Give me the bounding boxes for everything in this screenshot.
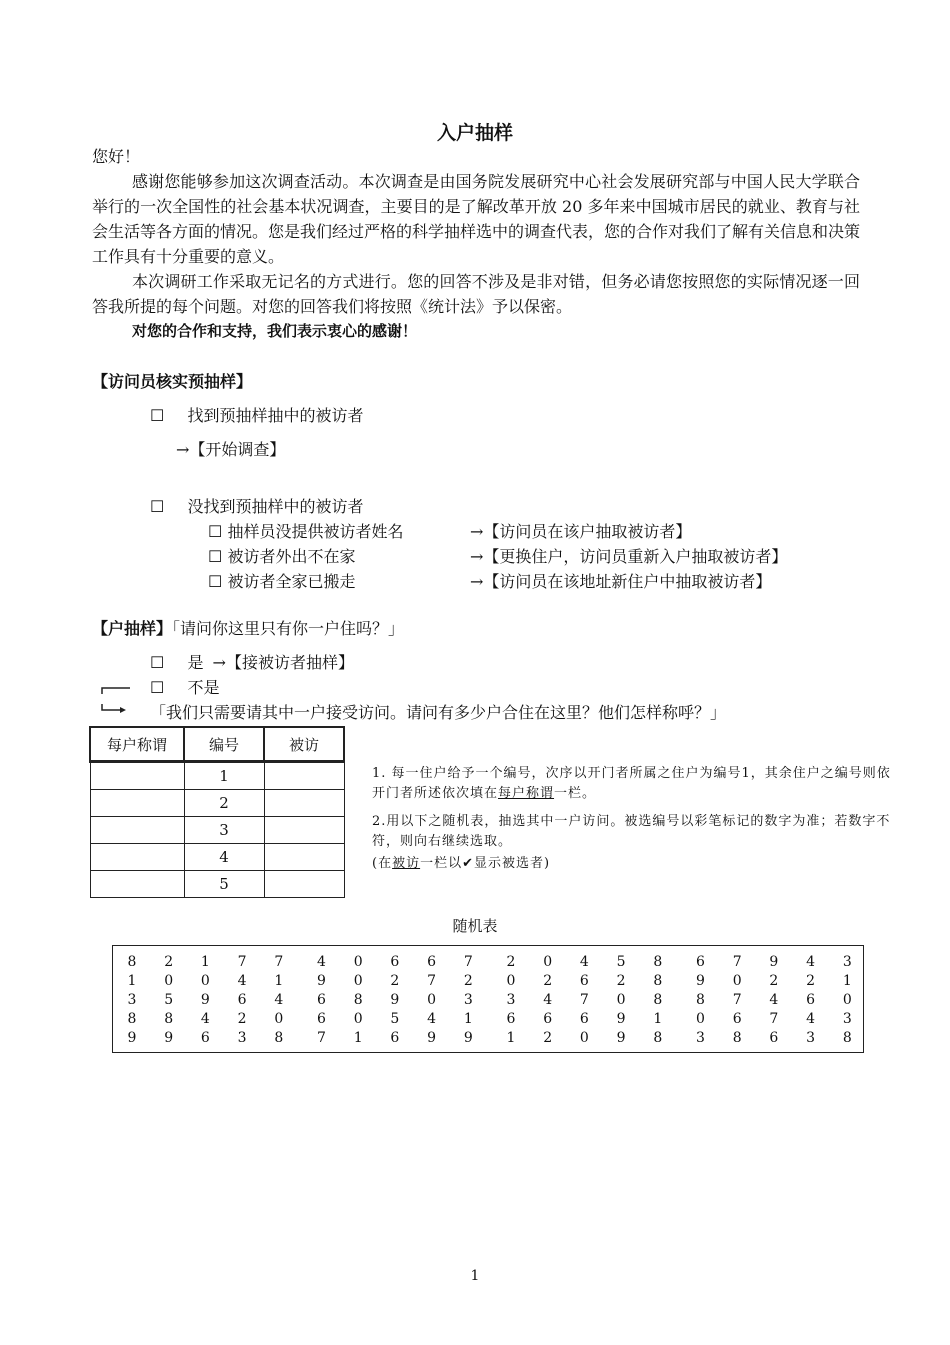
random-digit: 0 (579, 1030, 589, 1046)
selected-cell[interactable] (264, 762, 344, 790)
random-digit: 6 (237, 992, 247, 1008)
random-digit: 0 (427, 992, 437, 1008)
random-digit: 2 (390, 973, 400, 989)
page-title: 入户抽样 (436, 122, 513, 144)
random-digit: 3 (237, 1030, 247, 1046)
random-digit: 7 (317, 1030, 326, 1046)
table-header: 编号 (184, 727, 264, 762)
selected-cell[interactable] (264, 790, 344, 817)
random-digit: 9 (696, 973, 705, 989)
household-table (89, 726, 345, 898)
random-digit: 6 (543, 1011, 553, 1027)
random-digit: 6 (427, 954, 437, 970)
random-digit: 8 (653, 1030, 663, 1046)
household-question: 「请问你这里只有你一户住吗？」 (172, 619, 405, 638)
random-digit: 4 (543, 992, 553, 1008)
household-name-cell[interactable] (90, 871, 184, 898)
random-digit: 7 (463, 954, 473, 970)
random-digit: 4 (579, 954, 589, 970)
household-name-cell[interactable] (90, 762, 184, 790)
verify-heading: 【访问员核实预抽样】 (92, 372, 253, 391)
random-digit: 2 (543, 1030, 553, 1046)
random-digit: 2 (237, 1011, 247, 1027)
random-digit: 7 (237, 954, 247, 970)
random-digit: 6 (579, 1011, 589, 1027)
random-digit: 0 (616, 992, 626, 1008)
random-digit: 9 (164, 1030, 174, 1046)
random-digit: 2 (164, 954, 174, 970)
random-digit: 8 (164, 1011, 174, 1027)
random-digit: 8 (274, 1030, 284, 1046)
random-digit: 1 (274, 973, 284, 989)
random-digit: 0 (732, 973, 742, 989)
random-digit: 0 (696, 1011, 705, 1027)
random-digit: 9 (769, 954, 779, 970)
random-digit: 9 (200, 992, 210, 1008)
household-no-option[interactable] (150, 677, 219, 699)
random-digit: 7 (769, 1011, 779, 1027)
random-digit: 1 (353, 1030, 363, 1046)
sub-option-label: 抽样员没提供被访者姓名 (227, 522, 404, 541)
instruction-note-1 (372, 764, 900, 804)
random-digit: 4 (769, 992, 779, 1008)
household-heading-line (92, 618, 404, 640)
random-digit: 1 (842, 973, 852, 989)
random-digit: 1 (463, 1011, 473, 1027)
table-row (90, 844, 344, 871)
household-number-cell: 5 (184, 871, 264, 898)
household-yes-action: →【接被访者抽样】 (212, 653, 354, 672)
random-digit: 2 (769, 973, 779, 989)
random-digit: 3 (127, 992, 137, 1008)
selected-cell[interactable] (264, 844, 344, 871)
sub-option-1-action: →【访问员在该户抽取被访者】 (470, 522, 692, 541)
random-digit: 5 (164, 992, 174, 1008)
random-digit: 3 (842, 1011, 852, 1027)
selected-cell[interactable] (264, 871, 344, 898)
selected-cell[interactable] (264, 817, 344, 844)
random-digit: 0 (842, 992, 852, 1008)
random-digit: 8 (696, 992, 705, 1008)
checkbox-icon[interactable]: ☐ (208, 572, 223, 591)
random-digit: 7 (579, 992, 589, 1008)
random-digit: 1 (200, 954, 210, 970)
random-digit: 5 (390, 1011, 400, 1027)
random-digit: 0 (506, 973, 516, 989)
random-digit: 6 (506, 1011, 516, 1027)
table-header: 每户称谓 (90, 727, 184, 762)
random-digit: 8 (353, 992, 363, 1008)
random-digit: 2 (506, 954, 516, 970)
household-number-cell: 3 (184, 817, 264, 844)
verify-not-found-label: 没找到预抽样中的被访者 (187, 497, 364, 516)
random-digit: 4 (200, 1011, 210, 1027)
note-underlined: 每户称谓 (498, 786, 555, 801)
household-followup: 「我们只需要请其中一户接受访问。请问有多少户合住在这里？他们怎样称呼？」 (150, 703, 727, 722)
random-digit: 4 (274, 992, 284, 1008)
household-number-cell: 1 (184, 762, 264, 790)
random-digit: 4 (806, 1011, 816, 1027)
instruction-note-2: 2.用以下之随机表，抽选其中一户访问。被选编号以彩笔标记的数字为准；若数字不符，则向右继续选取。 (372, 814, 891, 849)
household-number-cell: 2 (184, 790, 264, 817)
random-digit: 2 (543, 973, 553, 989)
household-name-cell[interactable] (90, 844, 184, 871)
random-digit: 9 (616, 1011, 626, 1027)
random-digit: 8 (653, 973, 663, 989)
instruction-note-3 (372, 854, 900, 874)
page-number: 1 (470, 1268, 480, 1284)
random-digit: 8 (127, 954, 137, 970)
branch-arrow-icon (96, 684, 136, 718)
sub-option-2-action: →【更换住户，访问员重新入户抽取被访者】 (470, 547, 788, 566)
random-digit: 6 (200, 1030, 210, 1046)
random-digit: 0 (353, 954, 363, 970)
random-table-title: 随机表 (452, 917, 498, 935)
random-digit: 6 (769, 1030, 779, 1046)
random-digit: 3 (806, 1030, 816, 1046)
checkbox-icon[interactable]: ☐ (150, 497, 165, 516)
random-digit: 6 (390, 1030, 400, 1046)
random-digit: 7 (427, 973, 437, 989)
random-digit: 0 (353, 1011, 363, 1027)
checkbox-icon[interactable]: ☐ (208, 522, 223, 541)
random-digit: 4 (806, 954, 816, 970)
random-digit: 8 (653, 992, 663, 1008)
random-digit: 6 (317, 1011, 326, 1027)
note-text: (在 (372, 856, 393, 871)
random-digit: 5 (616, 954, 626, 970)
random-digit: 0 (164, 973, 174, 989)
sub-option-3-action: →【访问员在该地址新住户中抽取被访者】 (470, 572, 772, 591)
random-digit: 8 (842, 1030, 852, 1046)
random-digit: 6 (390, 954, 400, 970)
random-digit: 9 (463, 1030, 473, 1046)
random-digit: 8 (653, 954, 663, 970)
verify-found-action: →【开始调查】 (176, 440, 286, 459)
random-digit: 0 (274, 1011, 284, 1027)
random-digit: 6 (806, 992, 816, 1008)
random-digit: 1 (127, 973, 137, 989)
household-heading: 【户抽样】 (92, 619, 173, 638)
random-digit: 8 (732, 1030, 742, 1046)
sub-option-1[interactable] (208, 521, 403, 543)
household-no-label: 不是 (187, 678, 220, 697)
household-number-cell: 4 (184, 844, 264, 871)
household-yes-option[interactable] (150, 652, 354, 674)
random-digit: 6 (732, 1011, 742, 1027)
thanks-text: 对您的合作和支持，我们表示衷心的感谢！ (132, 322, 418, 340)
random-table (112, 945, 864, 1053)
household-name-cell[interactable] (90, 790, 184, 817)
random-digit: 0 (543, 954, 553, 970)
random-digit: 3 (842, 954, 852, 970)
random-digit: 6 (579, 973, 589, 989)
greeting: 您好！ (92, 147, 141, 166)
random-digit: 4 (427, 1011, 437, 1027)
random-digit: 1 (506, 1030, 516, 1046)
checkbox-icon[interactable]: ☐ (150, 678, 165, 697)
checkbox-icon[interactable]: ☐ (208, 547, 223, 566)
verify-found-label: 找到预抽样抽中的被访者 (187, 406, 364, 425)
checkbox-icon[interactable]: ☐ (150, 406, 165, 425)
random-digit: 7 (732, 954, 742, 970)
table-row (90, 871, 344, 898)
random-digit: 3 (696, 1030, 705, 1046)
intro-paragraph-2: 本次调研工作采取无记名的方式进行。您的回答不涉及是非对错，但务必请您按照您的实际情况逐一回答我所提的每个问题。对您的回答我们将按照《统计法》予以保密。 (92, 272, 860, 316)
random-digit: 3 (506, 992, 516, 1008)
table-row (90, 817, 344, 844)
random-digit: 6 (317, 992, 326, 1008)
random-digit: 4 (237, 973, 247, 989)
sub-option-2[interactable] (208, 546, 355, 568)
note-text: 一栏。 (554, 786, 597, 801)
random-digit: 9 (317, 973, 326, 989)
note-underlined: 被访 (392, 856, 421, 871)
household-name-cell[interactable] (90, 817, 184, 844)
note-text: 1. 每一住户给予一个编号，次序以开门者所属之住户为编号1，其余住户之编号则依开门者所述依次填在 (372, 766, 891, 801)
random-digit: 9 (616, 1030, 626, 1046)
verify-not-found-option[interactable] (150, 496, 363, 518)
random-digit: 9 (427, 1030, 437, 1046)
table-row (90, 762, 344, 790)
random-digit: 9 (127, 1030, 137, 1046)
random-digit: 9 (390, 992, 400, 1008)
random-digit: 0 (353, 973, 363, 989)
random-digit: 2 (616, 973, 626, 989)
checkbox-icon[interactable]: ☐ (150, 653, 165, 672)
random-digit: 3 (463, 992, 473, 1008)
table-header: 被访 (264, 727, 344, 762)
random-digit: 7 (732, 992, 742, 1008)
random-digit: 7 (274, 954, 284, 970)
table-row (90, 790, 344, 817)
random-digit: 6 (696, 954, 705, 970)
household-yes-label: 是 (187, 653, 204, 672)
random-digit: 4 (317, 954, 326, 970)
sub-option-label: 被访者外出不在家 (227, 547, 356, 566)
sub-option-label: 被访者全家已搬走 (227, 572, 356, 591)
random-digit: 1 (653, 1011, 663, 1027)
random-digit: 0 (200, 973, 210, 989)
random-digit: 2 (463, 973, 473, 989)
random-digit: 2 (806, 973, 816, 989)
verify-found-option[interactable] (150, 405, 363, 427)
random-digit: 8 (127, 1011, 137, 1027)
sub-option-3[interactable] (208, 571, 355, 593)
intro-paragraph-1: 感谢您能够参加这次调查活动。本次调查是由国务院发展研究中心社会发展研究部与中国人民大学联合举行的一次全国性的社会基本状况调查，主要目的是了解改革开放 20 多年来中国城市居民的就业、教育与社会生活等各方面的情况。您是我们经过严格的科学抽样选中的调查代表，您的合作对我们了解有关信息和决策工作具有十分重要的意义。 (92, 172, 861, 266)
note-text: 一栏以✔显示被选者) (420, 856, 551, 871)
